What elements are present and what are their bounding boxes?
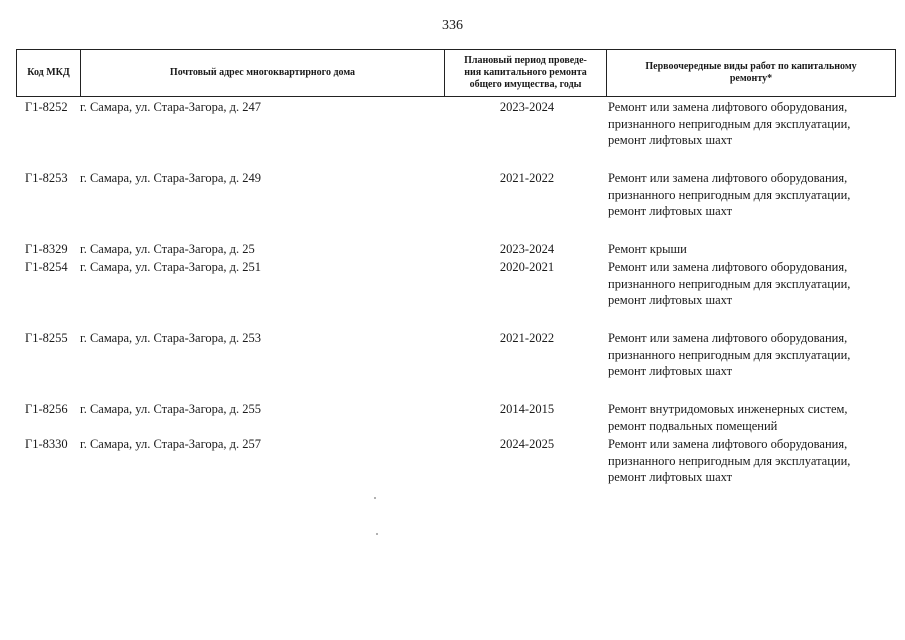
cell-works: [608, 241, 898, 258]
works-line: Ремонт крыши: [608, 242, 687, 256]
cell-address: г. Самара, ул. Стара-Загора, д. 249: [80, 171, 262, 185]
works-line: ремонт лифтовых шахт: [608, 470, 733, 484]
cell-works: [608, 170, 898, 220]
repair-schedule-table: [16, 49, 896, 484]
cell-works: [608, 259, 898, 309]
cell-code: Г1-8253: [25, 171, 68, 185]
works-line: Ремонт или замена лифтового оборудования,: [608, 171, 848, 185]
cell-period: 2021-2022: [499, 331, 555, 345]
page-number: 336: [442, 18, 463, 33]
works-line: признанного непригодным для эксплуатации,: [608, 347, 851, 362]
cell-period: 2021-2022: [499, 171, 555, 185]
cell-code: Г1-8329: [25, 242, 68, 256]
scan-speck: [374, 497, 376, 499]
cell-code: Г1-8254: [25, 260, 68, 274]
header-works-line: ремонту*: [729, 73, 773, 84]
cell-works: [608, 401, 898, 434]
works-line: ремонт лифтовых шахт: [608, 293, 733, 307]
works-line: Ремонт внутридомовых инженерных систем,: [608, 402, 848, 416]
table-header: [16, 49, 896, 97]
cell-works: [608, 330, 898, 380]
header-period: [445, 50, 607, 96]
cell-period: 2020-2021: [499, 260, 555, 274]
header-period-line: Плановый период проведе-: [464, 55, 587, 66]
works-line: Ремонт или замена лифтового оборудования,: [608, 437, 848, 451]
cell-works: [608, 436, 898, 486]
works-line: ремонт лифтовых шахт: [608, 364, 733, 378]
cell-address: г. Самара, ул. Стара-Загора, д. 253: [80, 331, 262, 345]
header-period-line: общего имущества, годы: [469, 79, 582, 90]
header-code: Код МКД: [17, 50, 81, 96]
works-line: Ремонт или замена лифтового оборудования,: [608, 331, 848, 345]
header-works-line: Первоочередные виды работ по капитальному: [645, 61, 857, 72]
cell-address: г. Самара, ул. Стара-Загора, д. 247: [80, 100, 262, 114]
header-address: Почтовый адрес многоквартирного дома: [81, 50, 445, 96]
cell-code: Г1-8330: [25, 437, 68, 451]
works-line: признанного непригодным для эксплуатации,: [608, 116, 851, 131]
works-line: ремонт лифтовых шахт: [608, 133, 733, 147]
works-line: ремонт подвальных помещений: [608, 418, 778, 433]
cell-address: г. Самара, ул. Стара-Загора, д. 257: [80, 437, 262, 451]
header-works: [607, 50, 895, 96]
cell-address: г. Самара, ул. Стара-Загора, д. 255: [80, 402, 262, 416]
header-period-line: ния капитального ремонта: [464, 67, 587, 78]
works-line: ремонт лифтовых шахт: [608, 204, 733, 218]
scan-speck: [376, 533, 378, 535]
cell-period: 2023-2024: [499, 242, 555, 256]
cell-address: г. Самара, ул. Стара-Загора, д. 251: [80, 260, 262, 274]
cell-period: 2014-2015: [499, 402, 555, 416]
cell-code: Г1-8252: [25, 100, 68, 114]
cell-period: 2023-2024: [499, 100, 555, 114]
cell-works: [608, 99, 898, 149]
cell-address: г. Самара, ул. Стара-Загора, д. 25: [80, 242, 255, 256]
cell-code: Г1-8255: [25, 331, 68, 345]
works-line: признанного непригодным для эксплуатации,: [608, 276, 851, 291]
works-line: Ремонт или замена лифтового оборудования,: [608, 100, 848, 114]
cell-code: Г1-8256: [25, 402, 68, 416]
works-line: признанного непригодным для эксплуатации,: [608, 187, 851, 202]
works-line: признанного непригодным для эксплуатации,: [608, 453, 851, 468]
cell-period: 2024-2025: [499, 437, 555, 451]
works-line: Ремонт или замена лифтового оборудования,: [608, 260, 848, 274]
